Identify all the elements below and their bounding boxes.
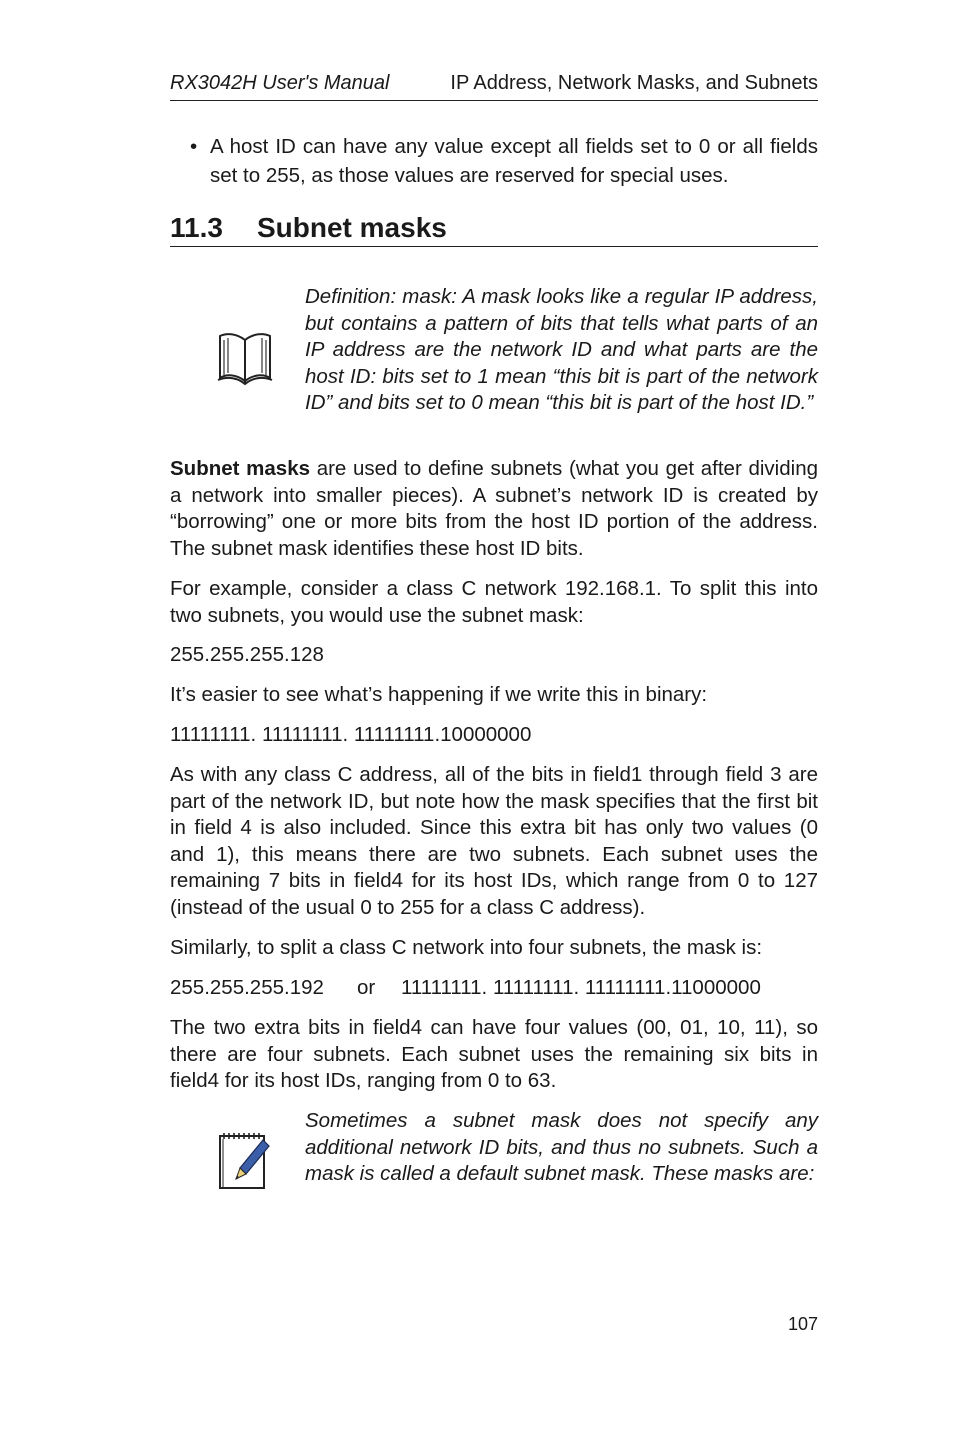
paragraph-class-c: As with any class C address, all of the bits in field1 through field 3 are part of the network ID, but note how the mask specifies that the first bit in field 4 is also included. Since this extra bit has only two values (0 and 1), this means there are two subnets. Each subnet uses the remaining 7 bits in field4 for its host IDs, which range from 0 to 127 (instead of the usual 0 to 255 for a class C address).: [170, 763, 818, 919]
note-callout: [170, 1108, 818, 1188]
chapter-title: IP Address, Network Masks, and Subnets: [450, 72, 818, 94]
paragraph-example: For example, consider a class C network 192.168.1. To split this into two subnets, you would use the subnet mask:: [170, 577, 818, 627]
note-text: Sometimes a subnet mask does not specify any additional network ID bits, and thus no subnets. Such a mask is called a default subnet mask. These masks are:: [305, 1109, 818, 1185]
binary-192: 11111111. 11111111. 11111111.11000000: [401, 976, 761, 999]
paragraph-text: are used to define subnets (what you get after dividing a network into smaller pieces). A subnet’s network ID is created by “borrowing” one or more bits from the host ID portion of the address. The subnet mask identifies these host ID bits.: [170, 457, 818, 560]
note-pen-icon: [216, 1130, 274, 1197]
section-heading: [170, 212, 818, 247]
or-word: or: [357, 976, 376, 999]
mask-128: 255.255.255.128: [170, 643, 324, 666]
paragraph-subnet-masks: [170, 456, 818, 562]
bullet-marker: •: [190, 135, 198, 158]
mask-192: 255.255.255.192: [170, 976, 324, 999]
definition-callout: [170, 284, 818, 417]
page-header: [170, 70, 818, 101]
definition-text: Definition: mask: A mask looks like a regular IP address, but contains a pattern of bits that tells what parts of an IP address are the network ID and what parts are the host ID: bits set to 1 mean “this bit is part of the network ID” and bits set to 0 mean “this bit is part of the host ID.”: [305, 285, 818, 414]
manual-title: RX3042H User's Manual: [170, 72, 390, 94]
bold-term: Subnet masks: [170, 457, 310, 480]
page-number: 107: [787, 1314, 818, 1334]
paragraph-extra-bits: The two extra bits in field4 can have four values (00, 01, 10, 11), so there are four subnets. Each subnet uses the remaining six bits in field4 for its host IDs, ranging from 0 to 63.: [170, 1016, 818, 1092]
paragraph-binary-intro: It’s easier to see what’s happening if we write this in binary:: [170, 683, 708, 706]
section-title: Subnet masks: [257, 212, 447, 243]
book-icon: [216, 328, 274, 393]
binary-128: 11111111. 11111111. 11111111.10000000: [170, 723, 532, 746]
bullet-item: [170, 132, 818, 190]
paragraph-four-subnets: Similarly, to split a class C network into four subnets, the mask is:: [170, 936, 763, 959]
bullet-text: A host ID can have any value except all fields set to 0 or all fields set to 255, as those values are reserved for special uses.: [210, 135, 818, 187]
section-number: 11.3: [170, 212, 223, 243]
